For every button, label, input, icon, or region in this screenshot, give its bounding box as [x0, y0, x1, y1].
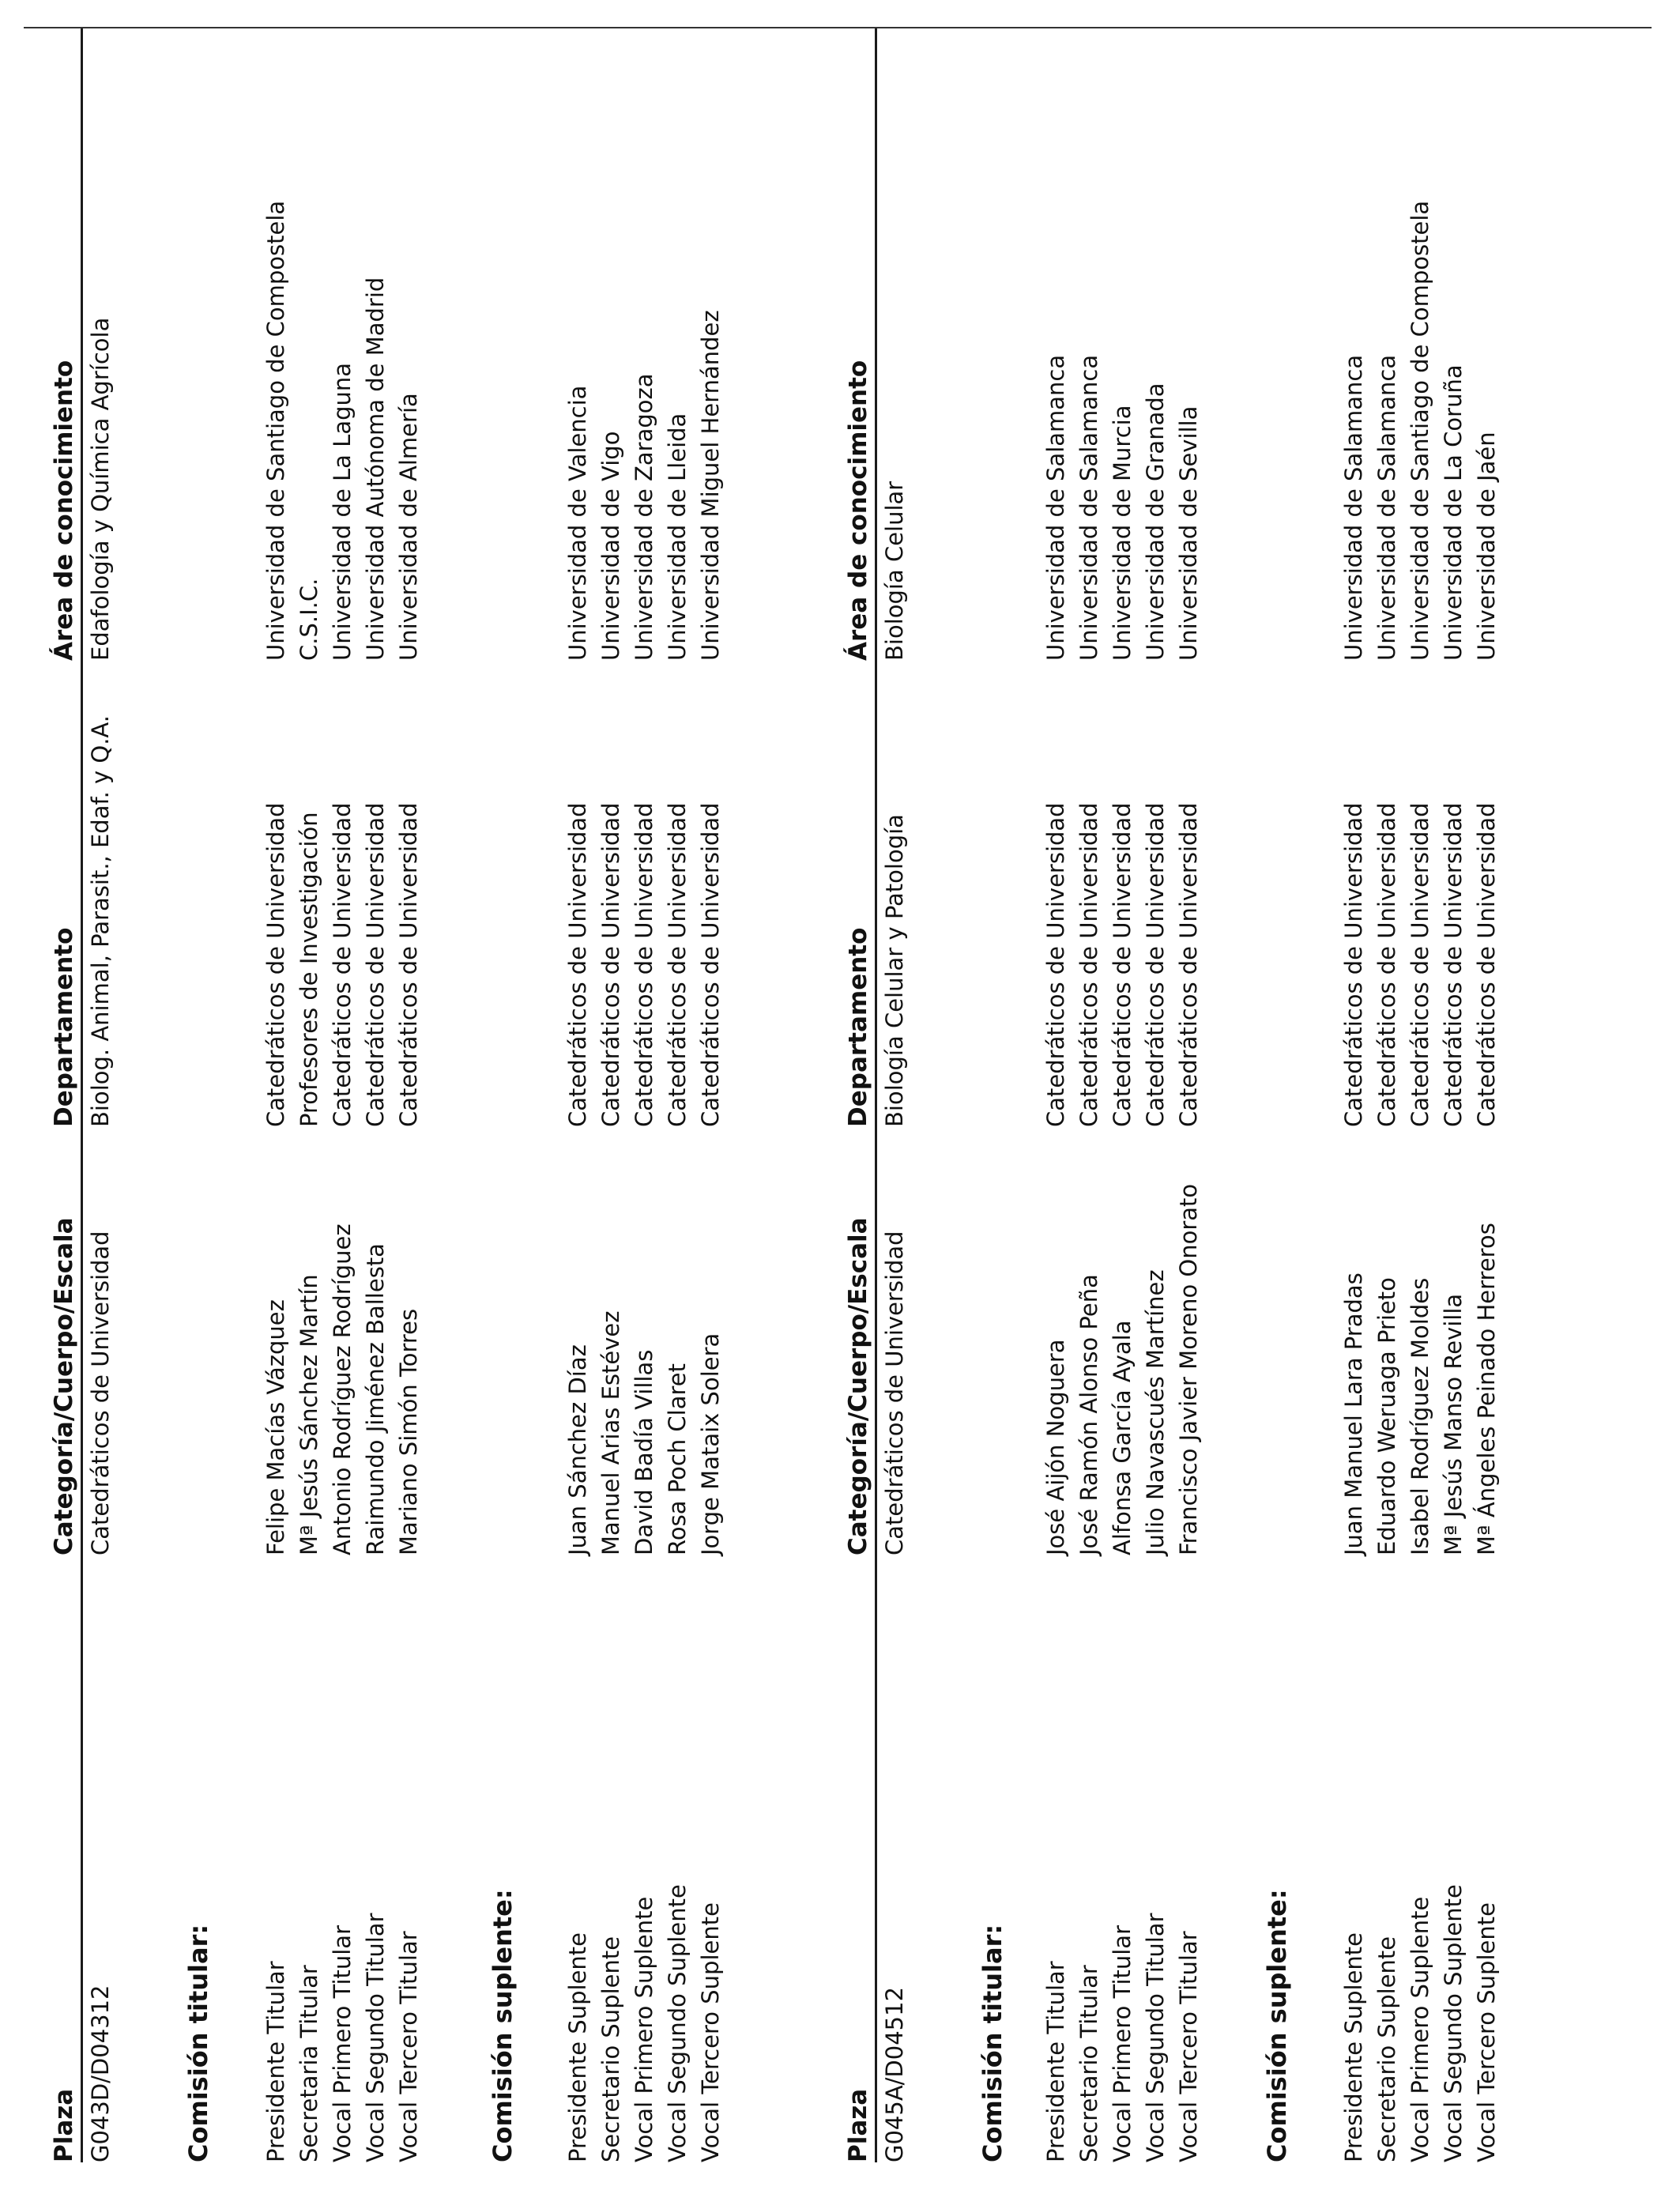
nombre: Antonio Rodríguez Rodríguez	[329, 1223, 356, 1555]
plaza-area: Biología Celular	[881, 481, 908, 661]
suplente-nombres	[561, 1311, 727, 1555]
universidad: Universidad Miguel Hernández	[697, 310, 724, 661]
cargo: Vocal Tercero Titular	[395, 1931, 422, 2162]
universidad: Universidad de Granada	[1142, 383, 1169, 661]
nombre: Isabel Rodríguez Moldes	[1407, 1277, 1433, 1555]
nombre: Mª Jesús Manso Revilla	[1440, 1293, 1467, 1555]
nombre: Juan Sánchez Díaz	[564, 1344, 591, 1555]
cuerpo: Catedráticos de Universidad	[1175, 802, 1202, 1127]
universidad: Universidad de Salamanca	[1075, 354, 1102, 661]
cargo: Vocal Segundo Suplente	[664, 1884, 691, 2162]
titular-universidades	[259, 201, 425, 661]
cuerpo: Catedráticos de Universidad	[1109, 802, 1136, 1127]
plaza-departamento: Biología Celular y Patología	[881, 814, 908, 1127]
universidad: Universidad de Salamanca	[1340, 354, 1367, 661]
nombre: Mariano Simón Torres	[395, 1308, 422, 1555]
universidad: Universidad Autónoma de Madrid	[362, 277, 389, 661]
header-categoria: Categoría/Cuerpo/Escala	[50, 1217, 78, 1555]
plaza-area: Edafología y Química Agrícola	[87, 317, 114, 661]
cuerpo: Catedráticos de Universidad	[1142, 802, 1169, 1127]
nombre: Alfonsa García Ayala	[1109, 1320, 1136, 1555]
cargo: Vocal Primero Titular	[329, 1925, 356, 2162]
cuerpo: Catedráticos de Universidad	[362, 802, 389, 1127]
nombre: Mª Ángeles Peinado Herreros	[1473, 1223, 1500, 1555]
plaza-code: G043D/D04312	[87, 1985, 114, 2162]
cargo: Vocal Primero Suplente	[1407, 1896, 1433, 2162]
plaza-categoria: Catedráticos de Universidad	[881, 1231, 908, 1555]
universidad: Universidad de Salamanca	[1042, 354, 1069, 661]
universidad: Universidad de Almería	[395, 393, 422, 661]
suplente-universidades	[1337, 201, 1503, 661]
universidad: Universidad de Jaén	[1473, 432, 1500, 661]
header-rule	[81, 28, 83, 2162]
cargo: Secretario Titular	[1075, 1965, 1102, 2162]
universidad: Universidad de Salamanca	[1373, 354, 1400, 661]
suplente-nombres	[1337, 1223, 1503, 1555]
plaza-departamento: Biolog. Animal, Parasit., Edaf. y Q.A.	[87, 715, 114, 1127]
header-area: Área de conocimiento	[50, 360, 78, 661]
cuerpo: Catedráticos de Universidad	[1042, 802, 1069, 1127]
nombre: Rosa Poch Claret	[664, 1363, 691, 1555]
cuerpo: Catedráticos de Universidad	[1440, 802, 1467, 1127]
cuerpo: Profesores de Investigación	[296, 812, 322, 1127]
cargo: Presidente Suplente	[1340, 1932, 1367, 2162]
header-rule	[875, 28, 877, 2162]
cuerpo: Catedráticos de Universidad	[1340, 802, 1367, 1127]
universidad: Universidad de Zaragoza	[631, 373, 657, 661]
universidad: Universidad de Santiago de Compostela	[262, 200, 289, 661]
cuerpo: Catedráticos de Universidad	[664, 802, 691, 1127]
cargo: Secretario Suplente	[1373, 1936, 1400, 2162]
header-departamento: Departamento	[844, 927, 872, 1127]
nombre: Eduardo Weruaga Prieto	[1373, 1277, 1400, 1555]
cargo: Secretaria Titular	[296, 1965, 322, 2162]
plaza-categoria: Catedráticos de Universidad	[87, 1231, 114, 1555]
nombre: Jorge Mataix Solera	[697, 1333, 724, 1555]
cargo: Vocal Tercero Suplente	[697, 1902, 724, 2162]
suplente-cargos	[561, 1884, 727, 2162]
section-heading-titular: Comisión titular:	[183, 1924, 213, 2162]
cargo: Vocal Tercero Titular	[1175, 1931, 1202, 2162]
cargo: Vocal Segundo Titular	[362, 1913, 389, 2162]
cuerpo: Catedráticos de Universidad	[564, 802, 591, 1127]
suplente-cuerpos	[561, 802, 727, 1127]
cuerpo: Catedráticos de Universidad	[329, 802, 356, 1127]
header-plaza: Plaza	[50, 2088, 78, 2162]
header-departamento: Departamento	[50, 927, 78, 1127]
nombre: José Aijón Noguera	[1042, 1339, 1069, 1555]
suplente-universidades	[561, 310, 727, 661]
cuerpo: Catedráticos de Universidad	[1373, 802, 1400, 1127]
suplente-cuerpos	[1337, 802, 1503, 1127]
cargo: Vocal Primero Suplente	[631, 1896, 657, 2162]
universidad: Universidad de La Coruña	[1440, 364, 1467, 661]
cargo: Presidente Titular	[1042, 1961, 1069, 2162]
titular-cuerpos	[259, 802, 425, 1127]
cuerpo: Catedráticos de Universidad	[395, 802, 422, 1127]
nombre: Manuel Arias Estévez	[597, 1310, 624, 1555]
header-categoria: Categoría/Cuerpo/Escala	[844, 1217, 872, 1555]
cargo: Vocal Primero Titular	[1109, 1925, 1136, 2162]
cuerpo: Catedráticos de Universidad	[262, 802, 289, 1127]
titular-universidades	[1039, 355, 1205, 661]
titular-nombres	[259, 1223, 425, 1555]
universidad: Universidad de Vigo	[597, 431, 624, 661]
cuerpo: Catedráticos de Universidad	[597, 802, 624, 1127]
cuerpo: Catedráticos de Universidad	[697, 802, 724, 1127]
titular-cuerpos	[1039, 802, 1205, 1127]
plaza-code: G045A/D04512	[881, 1986, 908, 2162]
cargo: Presidente Suplente	[564, 1932, 591, 2162]
cuerpo: Catedráticos de Universidad	[1407, 802, 1433, 1127]
right-rule	[24, 27, 877, 28]
nombre: Juan Manuel Lara Pradas	[1340, 1272, 1367, 1555]
universidad: Universidad de Murcia	[1109, 405, 1136, 661]
nombre: David Badía Villas	[631, 1349, 657, 1555]
cargo: Presidente Titular	[262, 1961, 289, 2162]
cargo: Secretario Suplente	[597, 1936, 624, 2162]
universidad: Universidad de Valencia	[564, 385, 591, 661]
cargo: Vocal Segundo Suplente	[1440, 1884, 1467, 2162]
universidad: Universidad de Santiago de Compostela	[1407, 200, 1433, 661]
titular-nombres	[1039, 1184, 1205, 1555]
section-heading-suplente: Comisión suplente:	[1262, 1889, 1292, 2162]
section-heading-suplente: Comisión suplente:	[488, 1889, 518, 2162]
right-rule	[861, 27, 1652, 28]
nombre: Francisco Javier Moreno Onorato	[1175, 1183, 1202, 1555]
cargo: Vocal Segundo Titular	[1142, 1913, 1169, 2162]
universidad: C.S.I.C.	[296, 578, 322, 661]
cuerpo: Catedráticos de Universidad	[1075, 802, 1102, 1127]
nombre: Raimundo Jiménez Ballesta	[362, 1243, 389, 1555]
cuerpo: Catedráticos de Universidad	[1473, 802, 1500, 1127]
cuerpo: Catedráticos de Universidad	[631, 802, 657, 1127]
nombre: Mª Jesús Sánchez Martín	[296, 1274, 322, 1555]
header-area: Área de conocimiento	[844, 360, 872, 661]
nombre: Felipe Macías Vázquez	[262, 1299, 289, 1555]
nombre: José Ramón Alonso Peña	[1075, 1274, 1102, 1555]
suplente-cargos	[1337, 1884, 1503, 2162]
titular-cargos	[259, 1913, 425, 2163]
section-heading-titular: Comisión titular:	[977, 1924, 1008, 2162]
nombre: Julio Navascués Martínez	[1142, 1269, 1169, 1555]
titular-cargos	[1039, 1913, 1205, 2163]
universidad: Universidad de Sevilla	[1175, 405, 1202, 661]
universidad: Universidad de Lleida	[664, 413, 691, 661]
cargo: Vocal Tercero Suplente	[1473, 1902, 1500, 2162]
header-plaza: Plaza	[844, 2088, 872, 2162]
universidad: Universidad de La Laguna	[329, 362, 356, 661]
